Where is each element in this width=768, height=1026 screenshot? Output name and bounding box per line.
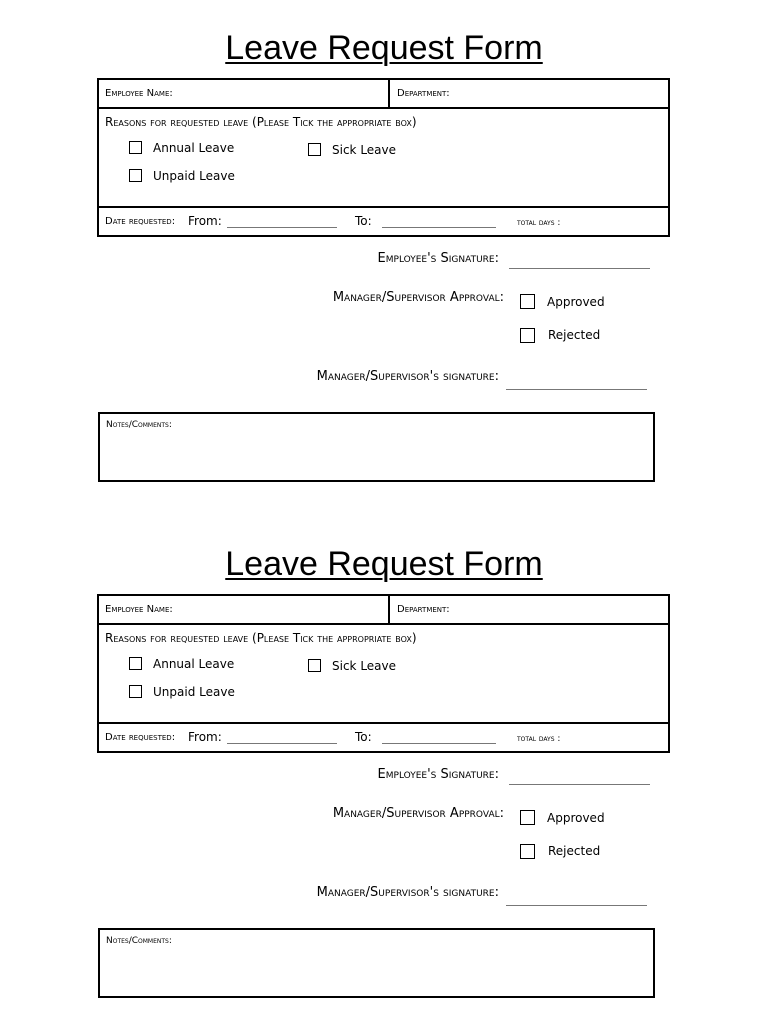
manager-approval-label: Manager/Supervisor Approval:	[332, 806, 504, 821]
date-requested-row	[99, 206, 668, 235]
manager-signature-field[interactable]	[506, 389, 647, 390]
leave-request-form-2	[0, 516, 768, 1026]
rejected-checkbox[interactable]	[520, 844, 535, 859]
notes-box[interactable]	[98, 928, 655, 998]
leave-request-form-1	[0, 0, 768, 510]
sick-leave-label: Sick Leave	[332, 143, 397, 157]
form-title: Leave Request Form	[225, 29, 543, 67]
unpaid-leave-label: Unpaid Leave	[153, 169, 235, 183]
date-requested-label: Date requested:	[105, 732, 176, 743]
annual-leave-checkbox[interactable]	[129, 657, 142, 670]
approved-label: Approved	[547, 811, 605, 825]
from-label: From:	[188, 214, 222, 228]
total-days-label: total days :	[517, 734, 561, 744]
employee-name-label: Employee Name:	[105, 604, 173, 615]
notes-box[interactable]	[98, 412, 655, 482]
sick-leave-checkbox[interactable]	[308, 143, 321, 156]
unpaid-leave-checkbox[interactable]	[129, 169, 142, 182]
form-title: Leave Request Form	[225, 545, 543, 583]
employee-signature-label: Employee's Signature:	[377, 251, 499, 266]
reasons-label: Reasons for requested leave (Please Tick the appropriate box)	[105, 115, 417, 129]
annual-leave-checkbox[interactable]	[129, 141, 142, 154]
row-divider	[388, 596, 390, 624]
rejected-label: Rejected	[548, 328, 601, 342]
rejected-label: Rejected	[548, 844, 601, 858]
employee-signature-field[interactable]	[509, 268, 650, 269]
employee-signature-label: Employee's Signature:	[377, 767, 499, 782]
sick-leave-checkbox[interactable]	[308, 659, 321, 672]
unpaid-leave-checkbox[interactable]	[129, 685, 142, 698]
employee-name-label: Employee Name:	[105, 88, 173, 99]
leave-details-box	[97, 78, 670, 237]
employee-signature-field[interactable]	[509, 784, 650, 785]
to-label: To:	[355, 214, 372, 228]
to-date-field[interactable]	[382, 227, 496, 228]
date-requested-label: Date requested:	[105, 216, 176, 227]
reasons-label: Reasons for requested leave (Please Tick the appropriate box)	[105, 631, 417, 645]
from-date-field[interactable]	[227, 227, 337, 228]
manager-signature-field[interactable]	[506, 905, 647, 906]
rejected-checkbox[interactable]	[520, 328, 535, 343]
to-date-field[interactable]	[382, 743, 496, 744]
approved-checkbox[interactable]	[520, 294, 535, 309]
sick-leave-label: Sick Leave	[332, 659, 397, 673]
department-label: Department:	[397, 88, 450, 99]
unpaid-leave-label: Unpaid Leave	[153, 685, 235, 699]
notes-label: Notes/Comments:	[106, 420, 172, 430]
approved-label: Approved	[547, 295, 605, 309]
manager-signature-label: Manager/Supervisor's signature:	[316, 369, 499, 384]
leave-details-box	[97, 594, 670, 753]
manager-signature-label: Manager/Supervisor's signature:	[316, 885, 499, 900]
notes-label: Notes/Comments:	[106, 936, 172, 946]
date-requested-row	[99, 722, 668, 751]
annual-leave-label: Annual Leave	[153, 141, 235, 155]
total-days-label: total days :	[517, 218, 561, 228]
manager-approval-label: Manager/Supervisor Approval:	[332, 290, 504, 305]
department-label: Department:	[397, 604, 450, 615]
from-label: From:	[188, 730, 222, 744]
to-label: To:	[355, 730, 372, 744]
row-divider	[388, 80, 390, 108]
name-department-row	[99, 596, 668, 625]
approved-checkbox[interactable]	[520, 810, 535, 825]
annual-leave-label: Annual Leave	[153, 657, 235, 671]
name-department-row	[99, 80, 668, 109]
from-date-field[interactable]	[227, 743, 337, 744]
